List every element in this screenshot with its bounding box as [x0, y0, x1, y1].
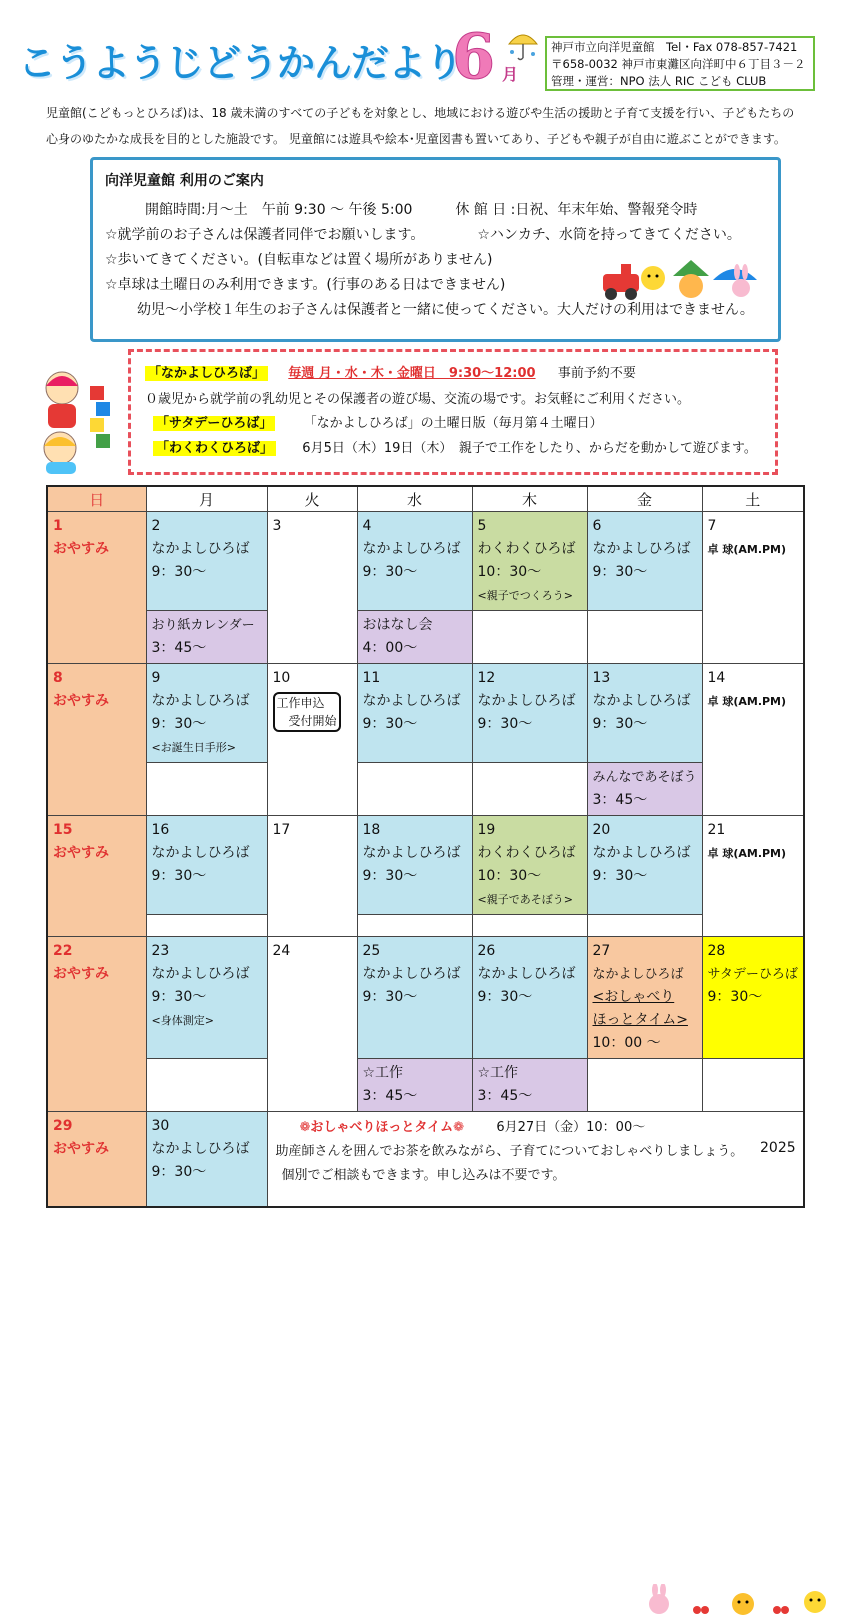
closed-label: おやすみ: [53, 1141, 109, 1157]
day-cell: [267, 816, 357, 937]
day-number: 1: [53, 518, 63, 534]
event-note: <親子であそぼう>: [477, 893, 573, 906]
signup-line: 工作申込: [276, 696, 325, 710]
nakayoshi-schedule: 毎週 月・水・木・金曜日 9:30～12:00: [288, 366, 536, 381]
opening-hours: 開館時間:月～土 午前 9:30 ～ 午後 5:00: [145, 202, 413, 218]
event-time: 9：30～: [151, 989, 207, 1005]
day-number: 15: [53, 822, 73, 838]
day-cell: [702, 937, 804, 1059]
hiroba-info-box: [128, 349, 778, 475]
event-name: 卓 球(AM.PM): [707, 847, 787, 860]
newsletter-title: こうようじどうかんだより: [18, 41, 463, 85]
guide-hours-row: [105, 198, 766, 223]
event-name: おはなし会: [362, 617, 433, 633]
intro-text: [46, 100, 816, 152]
day-number: 4: [362, 518, 372, 534]
special-event: [268, 1112, 804, 1192]
event-note: <親子でつくろう>: [477, 589, 573, 602]
event-time: 9：30～: [477, 989, 533, 1005]
closed-label: おやすみ: [53, 845, 109, 861]
event-time: 9：30～: [362, 564, 418, 580]
toys-illustration: [601, 252, 761, 302]
day-cell: [587, 937, 702, 1059]
event-time: 9：30～: [592, 868, 648, 884]
week-row: [47, 664, 804, 763]
umbrella-icon: [506, 28, 540, 62]
week-row: [47, 937, 804, 1059]
guide-note: ☆歩いてきてください。(自転車などは置く場所がありません): [105, 252, 493, 268]
week-row: [47, 1112, 804, 1207]
event-name: ☆工作: [477, 1065, 519, 1081]
sub-event-cell: [357, 763, 472, 816]
day-number: 29: [53, 1118, 73, 1134]
day-number: 23: [151, 943, 170, 959]
special-line: 助産師さんを囲んでお茶を飲みながら、子育てについておしゃべりしましょう。: [275, 1144, 744, 1159]
day-cell: [702, 512, 804, 664]
closed-label: おやすみ: [53, 693, 109, 709]
sub-event-cell: [357, 611, 472, 664]
day-cell: [267, 937, 357, 1112]
week-subrow: [47, 763, 804, 816]
special-date: 6月27日（金）10：00～: [496, 1120, 646, 1135]
event-time: 3：45～: [151, 640, 207, 656]
guide-note-row: [105, 223, 766, 248]
event-time: 3：45～: [477, 1088, 533, 1104]
day-cell: [146, 816, 267, 915]
nakayoshi-label: 「なかよしひろば」: [145, 366, 268, 381]
event-time: 10：30～: [477, 564, 542, 580]
event-time: 9：30～: [592, 564, 648, 580]
day-cell: [472, 664, 587, 763]
special-header: [276, 1116, 796, 1140]
event-name: 卓 球(AM.PM): [707, 695, 787, 708]
event-name: なかよしひろば: [151, 541, 250, 557]
event-name: なかよしひろば: [362, 966, 461, 982]
event-name: なかよしひろば: [592, 967, 684, 982]
guide-note: ☆ハンカチ、水筒を持ってきてください。: [477, 227, 741, 243]
weekday-sun: 日: [47, 486, 146, 512]
event-name: わくわくひろば: [477, 845, 576, 861]
event-time: 9：30～: [151, 716, 207, 732]
week-subrow: [47, 1059, 804, 1112]
day-cell: [357, 512, 472, 611]
sub-event-cell: [587, 611, 702, 664]
event-time: 9：30～: [151, 1164, 207, 1180]
guide-note: ☆卓球は土曜日のみ利用できます。(行事のある日はできません): [105, 277, 506, 293]
event-name: なかよしひろば: [362, 693, 461, 709]
contact-line: 管理・運営：NPO 法人 RIC こども CLUB: [551, 74, 767, 88]
sub-event-cell: [587, 1059, 702, 1112]
day-number: 28: [707, 943, 726, 959]
special-event-cell: [267, 1112, 804, 1207]
day-number: 18: [362, 822, 381, 838]
weekday-fri: 金: [587, 486, 702, 512]
wakuwaku-label: 「わくわくひろば」: [153, 441, 276, 456]
nakayoshi-row: [145, 362, 636, 381]
saturday-row: [153, 412, 603, 431]
month-kanji: 月: [502, 65, 519, 84]
contact-box: [545, 36, 815, 91]
event-name: なかよしひろば: [151, 1141, 250, 1157]
day-number: 13: [592, 670, 611, 686]
day-number: 14: [707, 670, 726, 686]
special-title: ❁おしゃべりほっとタイム❁: [299, 1120, 465, 1135]
day-number: 9: [151, 670, 161, 686]
event-time: 10：00 ～: [592, 1035, 661, 1051]
event-name: わくわくひろば: [477, 541, 576, 557]
event-name: ☆工作: [362, 1065, 404, 1081]
event-time: 10：30～: [477, 868, 542, 884]
day-number: 27: [592, 943, 611, 959]
wakuwaku-row: [153, 437, 757, 456]
weekday-header-row: [47, 486, 804, 512]
event-name: サタデーひろば: [707, 967, 798, 982]
event-note: <おしゃべり: [592, 989, 675, 1005]
nakayoshi-note: 事前予約不要: [557, 366, 636, 381]
day-number: 16: [151, 822, 170, 838]
event-time: 3：45～: [362, 1088, 418, 1104]
contact-line: 〒658-0032 神戸市東灘区向洋町中６丁目３－２: [551, 57, 806, 71]
event-note: ほっとタイム>: [592, 1012, 688, 1028]
event-time: 9：30～: [707, 989, 763, 1005]
event-time: 9：30～: [151, 564, 207, 580]
contact-line: 神戸市立向洋児童館 Tel・Fax 078-857-7421: [551, 40, 798, 54]
weekday-thu: 木: [472, 486, 587, 512]
sub-event-cell: [587, 763, 702, 816]
sub-event-cell: [472, 1059, 587, 1112]
day-cell: [267, 664, 357, 816]
event-time: 9：30～: [362, 868, 418, 884]
sub-event-cell: [146, 915, 267, 937]
event-name: おり紙カレンダー: [151, 618, 255, 633]
event-name: なかよしひろば: [477, 966, 576, 982]
week-subrow: [47, 611, 804, 664]
day-cell: [472, 816, 587, 915]
sub-event-cell: [146, 763, 267, 816]
day-cell: [357, 664, 472, 763]
day-cell: [472, 937, 587, 1059]
day-number: 20: [592, 822, 611, 838]
day-cell: [587, 664, 702, 763]
day-number: 6: [592, 518, 602, 534]
sub-event-cell: [472, 763, 587, 816]
guide-heading: 向洋児童館 利用のご案内: [105, 173, 264, 189]
saturday-label: 「サタデーひろば」: [153, 416, 275, 431]
week-row: [47, 512, 804, 611]
weekday-mon: 月: [146, 486, 267, 512]
event-note: <お誕生日手形>: [151, 741, 236, 754]
closed-label: おやすみ: [53, 541, 109, 557]
event-note: <身体測定>: [151, 1014, 214, 1027]
intro-line: 心身のゆたかな成長を目的とした施設です。 児童館には遊具や絵本･児童図書も置いてあり、子どもや親子が自由に遊ぶことができます。: [46, 132, 786, 146]
special-line: 個別でご相談もできます。申し込みは不要です。: [281, 1168, 566, 1183]
kids-illustration: [30, 366, 120, 476]
event-name: なかよしひろば: [477, 693, 576, 709]
sub-event-cell: [146, 1059, 267, 1112]
sub-event-cell: [146, 611, 267, 664]
day-number: 17: [272, 822, 291, 838]
event-name: なかよしひろば: [151, 845, 250, 861]
event-name: なかよしひろば: [362, 845, 461, 861]
weekday-wed: 水: [357, 486, 472, 512]
event-name: なかよしひろば: [151, 966, 250, 982]
event-name: なかよしひろば: [362, 541, 461, 557]
day-number: 2: [151, 518, 161, 534]
closed-label: おやすみ: [53, 966, 109, 982]
sub-event-cell: [357, 1059, 472, 1112]
guide-note: 幼児～小学校１年生のお子さんは保護者と一緒に使ってください。大人だけの利用はできません。: [137, 302, 754, 318]
day-cell: [587, 816, 702, 915]
day-number: 25: [362, 943, 381, 959]
day-cell: [267, 512, 357, 664]
day-cell: [146, 664, 267, 763]
sub-event-cell: [472, 915, 587, 937]
event-time: 9：30～: [592, 716, 648, 732]
sub-event-cell: [702, 1059, 804, 1112]
day-number: 10: [272, 670, 291, 686]
animals-illustration: [647, 1584, 837, 1618]
event-name: なかよしひろば: [592, 541, 691, 557]
day-cell: [146, 1112, 267, 1207]
day-cell: [357, 937, 472, 1059]
event-name: なかよしひろば: [592, 845, 691, 861]
day-cell: [146, 512, 267, 611]
weekday-tue: 火: [267, 486, 357, 512]
saturday-desc: 「なかよしひろば」の土曜日版（毎月第４土曜日）: [303, 416, 603, 431]
event-time: 9：30～: [151, 868, 207, 884]
event-name: なかよしひろば: [151, 693, 250, 709]
day-cell: [47, 664, 146, 816]
day-cell: [357, 816, 472, 915]
weekday-sat: 土: [702, 486, 804, 512]
event-name: なかよしひろば: [592, 693, 691, 709]
craft-signup-badge: [273, 692, 341, 732]
day-number: 7: [707, 518, 717, 534]
day-number: 19: [477, 822, 496, 838]
intro-line: 児童館(こどもっとひろば)は、18 歳未満のすべての子どもを対象とし、地域における遊びや生活の援助と子育て支援を行い、子どもたちの: [46, 106, 795, 120]
day-number: 12: [477, 670, 496, 686]
event-time: 9：30～: [362, 989, 418, 1005]
june-calendar: [46, 485, 805, 1208]
day-cell: [47, 816, 146, 937]
event-time: 9：30～: [477, 716, 533, 732]
day-cell: [587, 512, 702, 611]
day-number: 24: [272, 943, 291, 959]
day-number: 5: [477, 518, 487, 534]
day-number: 21: [707, 822, 726, 838]
day-number: 11: [362, 670, 381, 686]
day-number: 8: [53, 670, 63, 686]
month-logo: [452, 20, 542, 96]
event-time: 9：30～: [362, 716, 418, 732]
day-cell: [472, 512, 587, 611]
day-cell: [47, 1112, 146, 1207]
day-number: 3: [272, 518, 282, 534]
day-cell: [47, 937, 146, 1112]
week-subrow: [47, 915, 804, 937]
usage-guide-box: [90, 157, 781, 342]
month-number: 6: [452, 20, 496, 93]
event-name: みんなであそぼう: [592, 770, 697, 785]
day-number: 22: [53, 943, 73, 959]
year-label: 2025: [760, 1140, 796, 1156]
nakayoshi-desc: ０歳児から就学前の乳幼児とその保護者の遊び場、交流の場です。お気軽にご利用ください。: [145, 392, 690, 407]
sub-event-cell: [587, 915, 702, 937]
event-time: 4：00～: [362, 640, 418, 656]
day-number: 26: [477, 943, 496, 959]
day-cell: [702, 816, 804, 937]
event-name: 卓 球(AM.PM): [707, 543, 787, 556]
event-time: 3：45～: [592, 792, 648, 808]
wakuwaku-desc: 6月5日（木）19日（木） 親子で工作をしたり、からだを動かして遊びます。: [302, 441, 757, 456]
guide-note: ☆就学前のお子さんは保護者同伴でお願いします。: [105, 227, 425, 243]
signup-line: 受付開始: [288, 714, 337, 728]
day-cell: [47, 512, 146, 664]
day-number: 30: [151, 1118, 170, 1134]
sub-event-cell: [357, 915, 472, 937]
day-cell: [702, 664, 804, 816]
closed-days: 休 館 日 :日祝、年末年始、警報発令時: [455, 202, 698, 218]
day-cell: [146, 937, 267, 1059]
sub-event-cell: [472, 611, 587, 664]
week-row: [47, 816, 804, 915]
